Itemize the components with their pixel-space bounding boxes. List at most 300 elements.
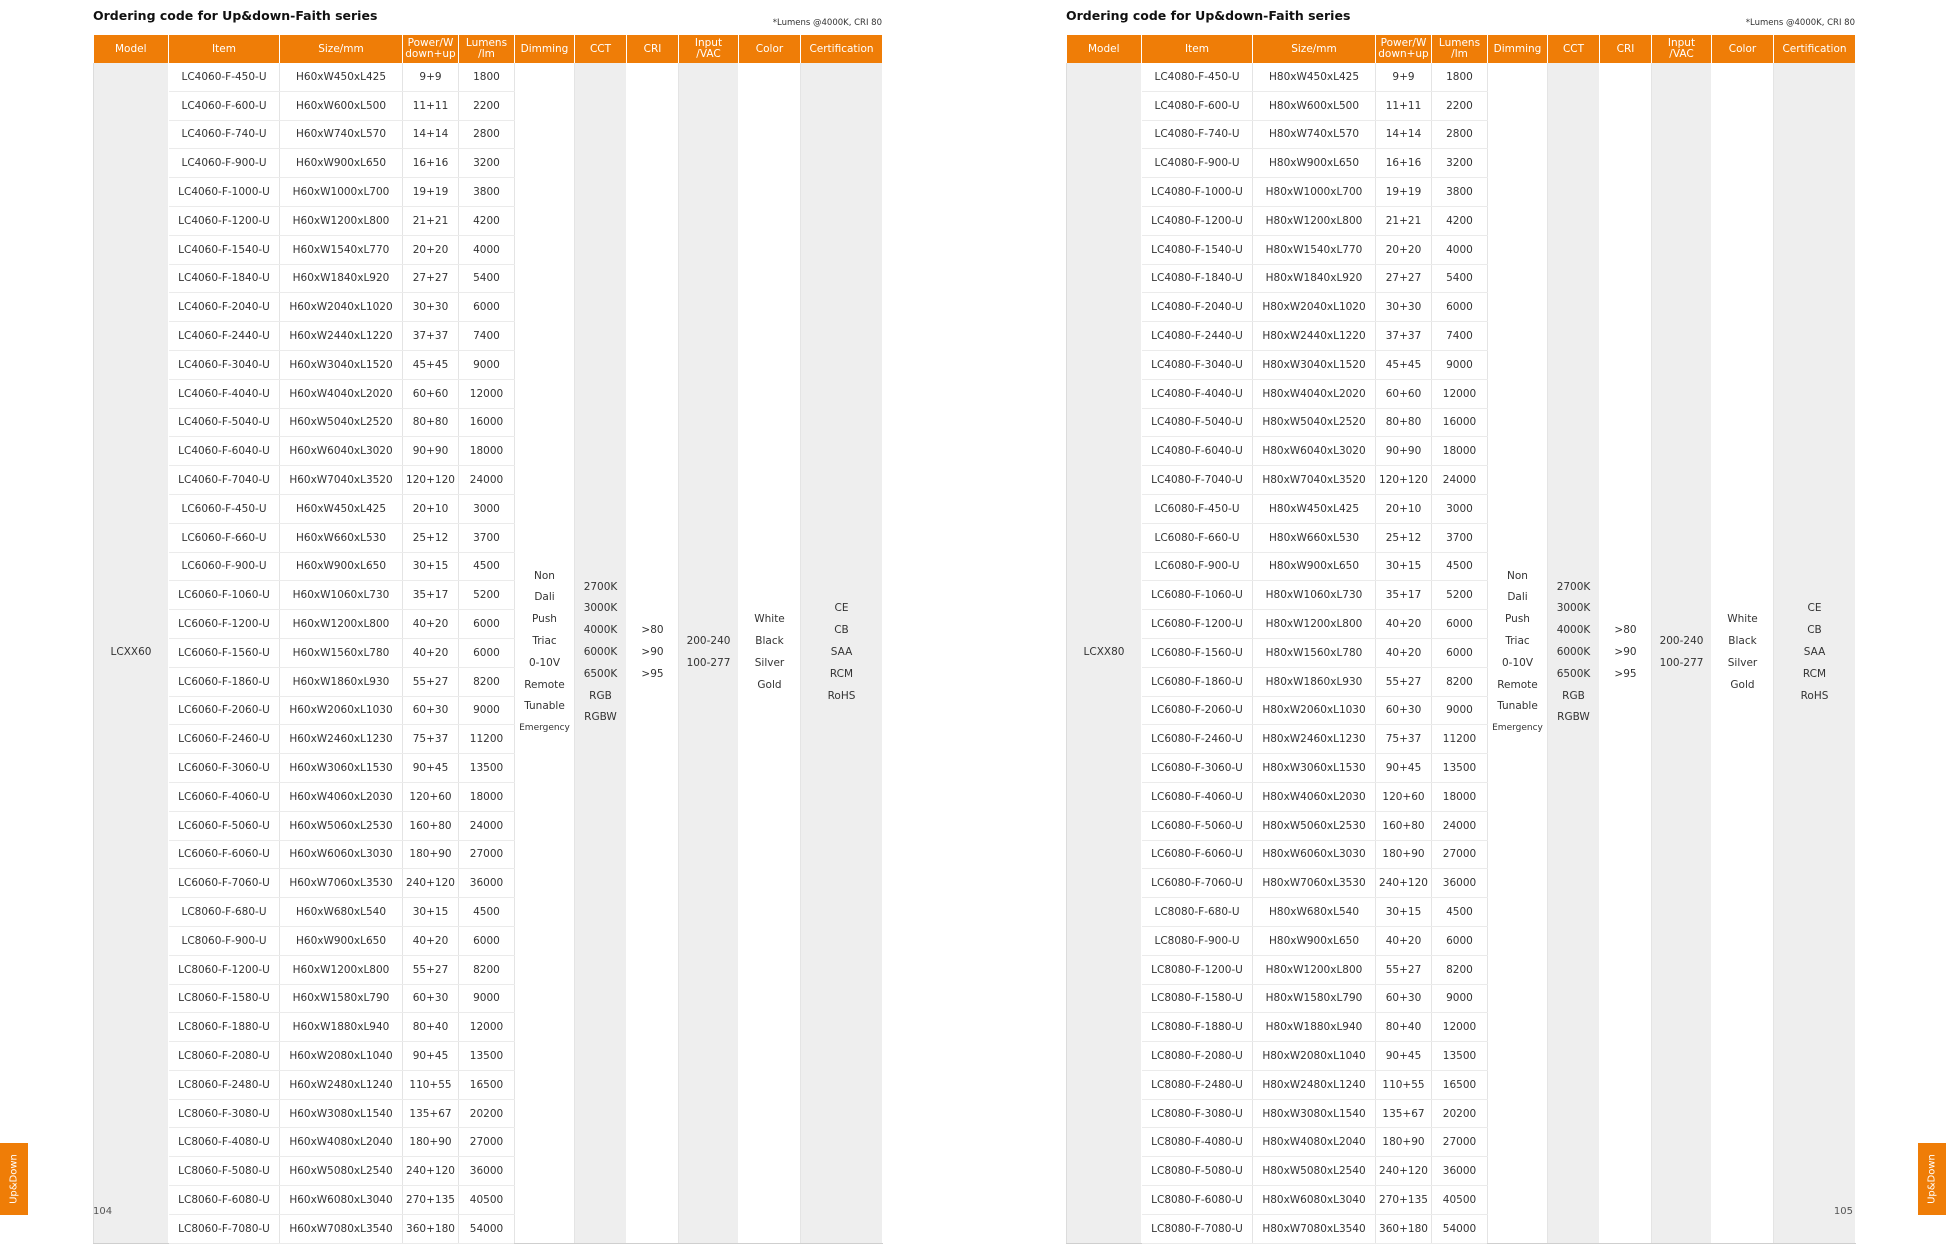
item-cell: LC4080-F-900-U [1142, 149, 1253, 178]
size-cell: H60xW680xL540 [280, 898, 403, 927]
power-cell: 60+30 [403, 696, 459, 725]
power-cell: 75+37 [403, 725, 459, 754]
lumens-cell: 3000 [459, 494, 515, 523]
item-cell: LC4080-F-5040-U [1142, 408, 1253, 437]
lumens-cell: 16500 [1432, 1070, 1488, 1099]
item-cell: LC8080-F-6080-U [1142, 1186, 1253, 1215]
item-cell: LC4060-F-1200-U [169, 206, 280, 235]
item-cell: LC8060-F-7080-U [169, 1214, 280, 1243]
cell-line: Triac [1505, 635, 1530, 648]
lumens-cell: 2800 [459, 120, 515, 149]
cell-line: SAA [830, 645, 853, 658]
lumens-cell: 5200 [1432, 581, 1488, 610]
model-cell: LCXX80 [1067, 63, 1142, 1243]
size-cell: H80xW600xL500 [1253, 91, 1376, 120]
item-cell: LC8060-F-4080-U [169, 1128, 280, 1157]
cell-line: 200-240 [1659, 635, 1704, 648]
power-cell: 80+80 [1376, 408, 1432, 437]
size-cell: H60xW6040xL3020 [280, 437, 403, 466]
lumens-cell: 4500 [1432, 898, 1488, 927]
lumens-cell: 4200 [459, 206, 515, 235]
header-input [1652, 35, 1712, 63]
power-cell: 80+40 [1376, 1013, 1432, 1042]
color-cell [739, 63, 801, 1243]
cell-line: White [1727, 613, 1758, 626]
power-cell: 19+19 [1376, 178, 1432, 207]
lumens-cell: 20200 [1432, 1099, 1488, 1128]
item-cell: LC4060-F-3040-U [169, 350, 280, 379]
size-cell: H60xW7040xL3520 [280, 466, 403, 495]
lumens-cell: 9000 [459, 350, 515, 379]
cell-line: Gold [757, 678, 782, 691]
lumens-cell: 36000 [459, 869, 515, 898]
header-line: Power/W [1380, 37, 1427, 49]
lumens-cell: 24000 [1432, 466, 1488, 495]
lumens-cell: 4500 [459, 898, 515, 927]
item-cell: LC8080-F-2080-U [1142, 1042, 1253, 1071]
size-cell: H60xW450xL425 [280, 63, 403, 91]
lumens-cell: 4500 [1432, 552, 1488, 581]
lumens-cell: 8200 [1432, 955, 1488, 984]
size-cell: H60xW2460xL1230 [280, 725, 403, 754]
size-cell: H80xW450xL425 [1253, 63, 1376, 91]
item-cell: LC8080-F-3080-U [1142, 1099, 1253, 1128]
header-power [403, 35, 459, 63]
header-dimming: Dimming [1488, 35, 1548, 63]
power-cell: 90+90 [403, 437, 459, 466]
size-cell: H60xW1560xL780 [280, 638, 403, 667]
size-cell: H80xW1840xL920 [1253, 264, 1376, 293]
item-cell: LC4080-F-1000-U [1142, 178, 1253, 207]
item-cell: LC8060-F-1200-U [169, 955, 280, 984]
power-cell: 180+90 [403, 840, 459, 869]
lumens-cell: 9000 [1432, 696, 1488, 725]
power-cell: 135+67 [1376, 1099, 1432, 1128]
cell-line: CB [834, 624, 849, 637]
size-cell: H80xW1540xL770 [1253, 235, 1376, 264]
size-cell: H80xW900xL650 [1253, 926, 1376, 955]
cell-line: RoHS [827, 689, 856, 702]
size-cell: H80xW4060xL2030 [1253, 782, 1376, 811]
cell-line: Dali [534, 591, 555, 604]
power-cell: 180+90 [1376, 1128, 1432, 1157]
power-cell: 30+30 [403, 293, 459, 322]
item-cell: LC6060-F-7060-U [169, 869, 280, 898]
lumens-cell: 6000 [459, 293, 515, 322]
cell-line: RGBW [584, 711, 617, 724]
lumens-cell: 18000 [459, 437, 515, 466]
lumens-cell: 40500 [459, 1186, 515, 1215]
lumens-cell: 7400 [459, 322, 515, 351]
size-cell: H60xW4080xL2040 [280, 1128, 403, 1157]
lumens-cell: 54000 [459, 1214, 515, 1243]
item-cell: LC6060-F-450-U [169, 494, 280, 523]
ordering-table [1066, 35, 1856, 1244]
item-cell: LC6060-F-6060-U [169, 840, 280, 869]
item-cell: LC6080-F-900-U [1142, 552, 1253, 581]
size-cell: H60xW1580xL790 [280, 984, 403, 1013]
item-cell: LC6060-F-2460-U [169, 725, 280, 754]
cell-line: Gold [1730, 678, 1755, 691]
header-model: Model [1067, 35, 1142, 63]
page-number: 105 [1833, 1206, 1853, 1217]
lumens-cell: 6000 [1432, 610, 1488, 639]
item-cell: LC6080-F-2060-U [1142, 696, 1253, 725]
cell-line: 100-277 [686, 656, 731, 669]
power-cell: 25+12 [1376, 523, 1432, 552]
header-size: Size/mm [1253, 35, 1376, 63]
item-cell: LC8060-F-900-U [169, 926, 280, 955]
cell-line: Silver [754, 656, 785, 669]
item-cell: LC4080-F-1840-U [1142, 264, 1253, 293]
header-size: Size/mm [280, 35, 403, 63]
lumens-cell: 5200 [459, 581, 515, 610]
size-cell: H80xW2040xL1020 [1253, 293, 1376, 322]
lumens-cell: 3200 [1432, 149, 1488, 178]
item-cell: LC8080-F-4080-U [1142, 1128, 1253, 1157]
size-cell: H80xW1000xL700 [1253, 178, 1376, 207]
item-cell: LC4080-F-2440-U [1142, 322, 1253, 351]
power-cell: 40+20 [403, 610, 459, 639]
cell-line: 0-10V [1501, 656, 1533, 669]
power-cell: 180+90 [1376, 840, 1432, 869]
power-cell: 60+30 [403, 984, 459, 1013]
item-cell: LC8080-F-5080-U [1142, 1157, 1253, 1186]
lumens-cell: 27000 [459, 840, 515, 869]
cell-line: Emergency [1492, 723, 1543, 734]
ordering-table [93, 35, 883, 1244]
lumens-cell: 4000 [459, 235, 515, 264]
cell-line: 3000K [1556, 602, 1591, 615]
size-cell: H80xW900xL650 [1253, 149, 1376, 178]
cell-line: 4000K [583, 624, 618, 637]
power-cell: 120+120 [403, 466, 459, 495]
item-cell: LC6080-F-5060-U [1142, 811, 1253, 840]
lumens-cell: 11200 [459, 725, 515, 754]
power-cell: 14+14 [1376, 120, 1432, 149]
item-cell: LC6060-F-4060-U [169, 782, 280, 811]
size-cell: H80xW3060xL1530 [1253, 754, 1376, 783]
size-cell: H80xW1200xL800 [1253, 206, 1376, 235]
size-cell: H80xW7060xL3530 [1253, 869, 1376, 898]
size-cell: H80xW5060xL2530 [1253, 811, 1376, 840]
power-cell: 30+15 [1376, 552, 1432, 581]
lumens-cell: 36000 [1432, 1157, 1488, 1186]
lumens-cell: 36000 [459, 1157, 515, 1186]
power-cell: 30+15 [403, 898, 459, 927]
lumens-cell: 9000 [459, 696, 515, 725]
lumens-cell: 6000 [1432, 293, 1488, 322]
item-cell: LC6060-F-900-U [169, 552, 280, 581]
lumens-cell: 13500 [1432, 1042, 1488, 1071]
power-cell: 160+80 [1376, 811, 1432, 840]
lumens-cell: 4200 [1432, 206, 1488, 235]
size-cell: H60xW7080xL3540 [280, 1214, 403, 1243]
size-cell: H60xW1000xL700 [280, 178, 403, 207]
lumens-note: *Lumens @4000K, CRI 80 [1745, 18, 1855, 28]
size-cell: H60xW6060xL3030 [280, 840, 403, 869]
size-cell: H60xW2440xL1220 [280, 322, 403, 351]
header-color: Color [1712, 35, 1774, 63]
size-cell: H60xW5080xL2540 [280, 1157, 403, 1186]
power-cell: 270+135 [403, 1186, 459, 1215]
header-item: Item [169, 35, 280, 63]
power-cell: 180+90 [403, 1128, 459, 1157]
lumens-cell: 8200 [459, 667, 515, 696]
item-cell: LC6060-F-1060-U [169, 581, 280, 610]
header-lumens [459, 35, 515, 63]
item-cell: LC8080-F-1200-U [1142, 955, 1253, 984]
item-cell: LC8080-F-1880-U [1142, 1013, 1253, 1042]
header-line: Lumens [465, 37, 508, 49]
lumens-cell: 2800 [1432, 120, 1488, 149]
header-cri: CRI [627, 35, 679, 63]
lumens-cell: 3700 [459, 523, 515, 552]
size-cell: H60xW2040xL1020 [280, 293, 403, 322]
size-cell: H80xW1880xL940 [1253, 1013, 1376, 1042]
power-cell: 110+55 [403, 1070, 459, 1099]
cell-line: CE [1807, 602, 1822, 615]
power-cell: 240+120 [403, 869, 459, 898]
page-title: Ordering code for Up&down-Faith series [93, 8, 378, 23]
cri-cell [1600, 63, 1652, 1243]
cell-line: 200-240 [686, 635, 731, 648]
size-cell: H80xW2060xL1030 [1253, 696, 1376, 725]
size-cell: H80xW450xL425 [1253, 494, 1376, 523]
lumens-cell: 20200 [459, 1099, 515, 1128]
cct-cell [1548, 63, 1600, 1243]
item-cell: LC4080-F-2040-U [1142, 293, 1253, 322]
item-cell: LC6080-F-1060-U [1142, 581, 1253, 610]
header-item: Item [1142, 35, 1253, 63]
header-cct: CCT [575, 35, 627, 63]
item-cell: LC8080-F-7080-U [1142, 1214, 1253, 1243]
header-line: Input [1667, 37, 1696, 49]
item-cell: LC4060-F-7040-U [169, 466, 280, 495]
power-cell: 360+180 [403, 1214, 459, 1243]
item-cell: LC8060-F-5080-U [169, 1157, 280, 1186]
size-cell: H60xW1060xL730 [280, 581, 403, 610]
cell-line: Black [755, 635, 784, 648]
lumens-cell: 12000 [1432, 1013, 1488, 1042]
size-cell: H60xW900xL650 [280, 149, 403, 178]
item-cell: LC4060-F-1540-U [169, 235, 280, 264]
item-cell: LC4080-F-450-U [1142, 63, 1253, 91]
lumens-cell: 24000 [1432, 811, 1488, 840]
lumens-cell: 24000 [459, 811, 515, 840]
lumens-cell: 1800 [1432, 63, 1488, 91]
power-cell: 27+27 [403, 264, 459, 293]
item-cell: LC4060-F-4040-U [169, 379, 280, 408]
item-cell: LC8060-F-680-U [169, 898, 280, 927]
size-cell: H60xW5060xL2530 [280, 811, 403, 840]
power-cell: 16+16 [403, 149, 459, 178]
item-cell: LC4080-F-1540-U [1142, 235, 1253, 264]
size-cell: H60xW7060xL3530 [280, 869, 403, 898]
size-cell: H60xW1860xL930 [280, 667, 403, 696]
lumens-cell: 2200 [459, 91, 515, 120]
lumens-cell: 40500 [1432, 1186, 1488, 1215]
lumens-cell: 13500 [459, 754, 515, 783]
lumens-cell: 3200 [459, 149, 515, 178]
power-cell: 120+60 [403, 782, 459, 811]
lumens-cell: 4000 [1432, 235, 1488, 264]
cell-line: Remote [524, 678, 565, 691]
item-cell: LC4080-F-4040-U [1142, 379, 1253, 408]
size-cell: H60xW900xL650 [280, 552, 403, 581]
page-number: 104 [93, 1206, 113, 1217]
section-tab-label: Up&Down [1926, 1154, 1938, 1204]
header-line: down+up [1378, 48, 1429, 60]
cell-line: RCM [829, 667, 854, 680]
item-cell: LC6080-F-1200-U [1142, 610, 1253, 639]
size-cell: H60xW4060xL2030 [280, 782, 403, 811]
lumens-cell: 7400 [1432, 322, 1488, 351]
power-cell: 80+40 [403, 1013, 459, 1042]
size-cell: H60xW4040xL2020 [280, 379, 403, 408]
item-cell: LC4080-F-3040-U [1142, 350, 1253, 379]
cell-line: Non [1507, 569, 1528, 582]
power-cell: 40+20 [403, 638, 459, 667]
size-cell: H80xW6060xL3030 [1253, 840, 1376, 869]
cct-cell [575, 63, 627, 1243]
item-cell: LC6080-F-450-U [1142, 494, 1253, 523]
item-cell: LC8060-F-1880-U [169, 1013, 280, 1042]
lumens-cell: 18000 [459, 782, 515, 811]
cell-line: Push [1505, 613, 1530, 626]
size-cell: H80xW1580xL790 [1253, 984, 1376, 1013]
item-cell: LC6080-F-2460-U [1142, 725, 1253, 754]
cell-line: Remote [1497, 678, 1538, 691]
cell-line: 100-277 [1659, 656, 1704, 669]
power-cell: 90+45 [1376, 754, 1432, 783]
size-cell: H60xW450xL425 [280, 494, 403, 523]
certification-cell [1774, 63, 1856, 1243]
lumens-cell: 16000 [1432, 408, 1488, 437]
header-dimming: Dimming [515, 35, 575, 63]
power-cell: 20+20 [1376, 235, 1432, 264]
cell-line: 2700K [1556, 580, 1591, 593]
section-tab [1918, 1143, 1946, 1215]
size-cell: H60xW600xL500 [280, 91, 403, 120]
header-cri: CRI [1600, 35, 1652, 63]
item-cell: LC4060-F-5040-U [169, 408, 280, 437]
size-cell: H80xW2480xL1240 [1253, 1070, 1376, 1099]
power-cell: 25+12 [403, 523, 459, 552]
power-cell: 90+90 [1376, 437, 1432, 466]
size-cell: H60xW1840xL920 [280, 264, 403, 293]
size-cell: H60xW1540xL770 [280, 235, 403, 264]
item-cell: LC4080-F-600-U [1142, 91, 1253, 120]
size-cell: H80xW1560xL780 [1253, 638, 1376, 667]
item-cell: LC8060-F-3080-U [169, 1099, 280, 1128]
lumens-cell: 2200 [1432, 91, 1488, 120]
power-cell: 37+37 [403, 322, 459, 351]
item-cell: LC4060-F-1840-U [169, 264, 280, 293]
lumens-cell: 6000 [1432, 638, 1488, 667]
header-lumens [1432, 35, 1488, 63]
power-cell: 20+10 [1376, 494, 1432, 523]
lumens-cell: 12000 [459, 379, 515, 408]
table-row [94, 63, 883, 91]
size-cell: H60xW6080xL3040 [280, 1186, 403, 1215]
item-cell: LC8060-F-2080-U [169, 1042, 280, 1071]
cell-line: Triac [532, 635, 557, 648]
power-cell: 21+21 [403, 206, 459, 235]
item-cell: LC8080-F-2480-U [1142, 1070, 1253, 1099]
item-cell: LC4080-F-740-U [1142, 120, 1253, 149]
power-cell: 45+45 [403, 350, 459, 379]
cell-line: >80 [1614, 624, 1637, 637]
cell-line: Silver [1727, 656, 1758, 669]
input-cell [1652, 63, 1712, 1243]
item-cell: LC8080-F-1580-U [1142, 984, 1253, 1013]
item-cell: LC6060-F-1200-U [169, 610, 280, 639]
cell-line: Non [534, 569, 555, 582]
lumens-cell: 16500 [459, 1070, 515, 1099]
cell-line: >80 [641, 624, 664, 637]
size-cell: H60xW1200xL800 [280, 955, 403, 984]
header-line: Input [694, 37, 723, 49]
cell-line: Dali [1507, 591, 1528, 604]
cell-line: White [754, 613, 785, 626]
item-cell: LC6060-F-1860-U [169, 667, 280, 696]
size-cell: H60xW1880xL940 [280, 1013, 403, 1042]
lumens-cell: 13500 [459, 1042, 515, 1071]
size-cell: H60xW2060xL1030 [280, 696, 403, 725]
header-line: Power/W [407, 37, 454, 49]
size-cell: H80xW1060xL730 [1253, 581, 1376, 610]
item-cell: LC4060-F-2440-U [169, 322, 280, 351]
item-cell: LC6080-F-1560-U [1142, 638, 1253, 667]
lumens-cell: 12000 [1432, 379, 1488, 408]
power-cell: 160+80 [403, 811, 459, 840]
cri-cell [627, 63, 679, 1243]
item-cell: LC8060-F-1580-U [169, 984, 280, 1013]
lumens-cell: 6000 [1432, 926, 1488, 955]
lumens-cell: 18000 [1432, 437, 1488, 466]
power-cell: 55+27 [403, 667, 459, 696]
item-cell: LC8080-F-900-U [1142, 926, 1253, 955]
size-cell: H80xW3080xL1540 [1253, 1099, 1376, 1128]
power-cell: 14+14 [403, 120, 459, 149]
header-certification: Certification [1774, 35, 1856, 63]
size-cell: H80xW2460xL1230 [1253, 725, 1376, 754]
lumens-cell: 4500 [459, 552, 515, 581]
power-cell: 60+30 [1376, 696, 1432, 725]
cell-line: >95 [1614, 667, 1637, 680]
header-color: Color [739, 35, 801, 63]
lumens-cell: 27000 [459, 1128, 515, 1157]
size-cell: H60xW900xL650 [280, 926, 403, 955]
lumens-cell: 12000 [459, 1013, 515, 1042]
size-cell: H80xW1200xL800 [1253, 955, 1376, 984]
power-cell: 37+37 [1376, 322, 1432, 351]
size-cell: H80xW5040xL2520 [1253, 408, 1376, 437]
item-cell: LC6080-F-1860-U [1142, 667, 1253, 696]
power-cell: 55+27 [1376, 667, 1432, 696]
item-cell: LC6060-F-660-U [169, 523, 280, 552]
lumens-cell: 8200 [459, 955, 515, 984]
item-cell: LC4060-F-450-U [169, 63, 280, 91]
size-cell: H80xW2440xL1220 [1253, 322, 1376, 351]
lumens-cell: 8200 [1432, 667, 1488, 696]
lumens-cell: 24000 [459, 466, 515, 495]
header-row [94, 35, 883, 63]
size-cell: H80xW1860xL930 [1253, 667, 1376, 696]
power-cell: 240+120 [403, 1157, 459, 1186]
input-cell [679, 63, 739, 1243]
